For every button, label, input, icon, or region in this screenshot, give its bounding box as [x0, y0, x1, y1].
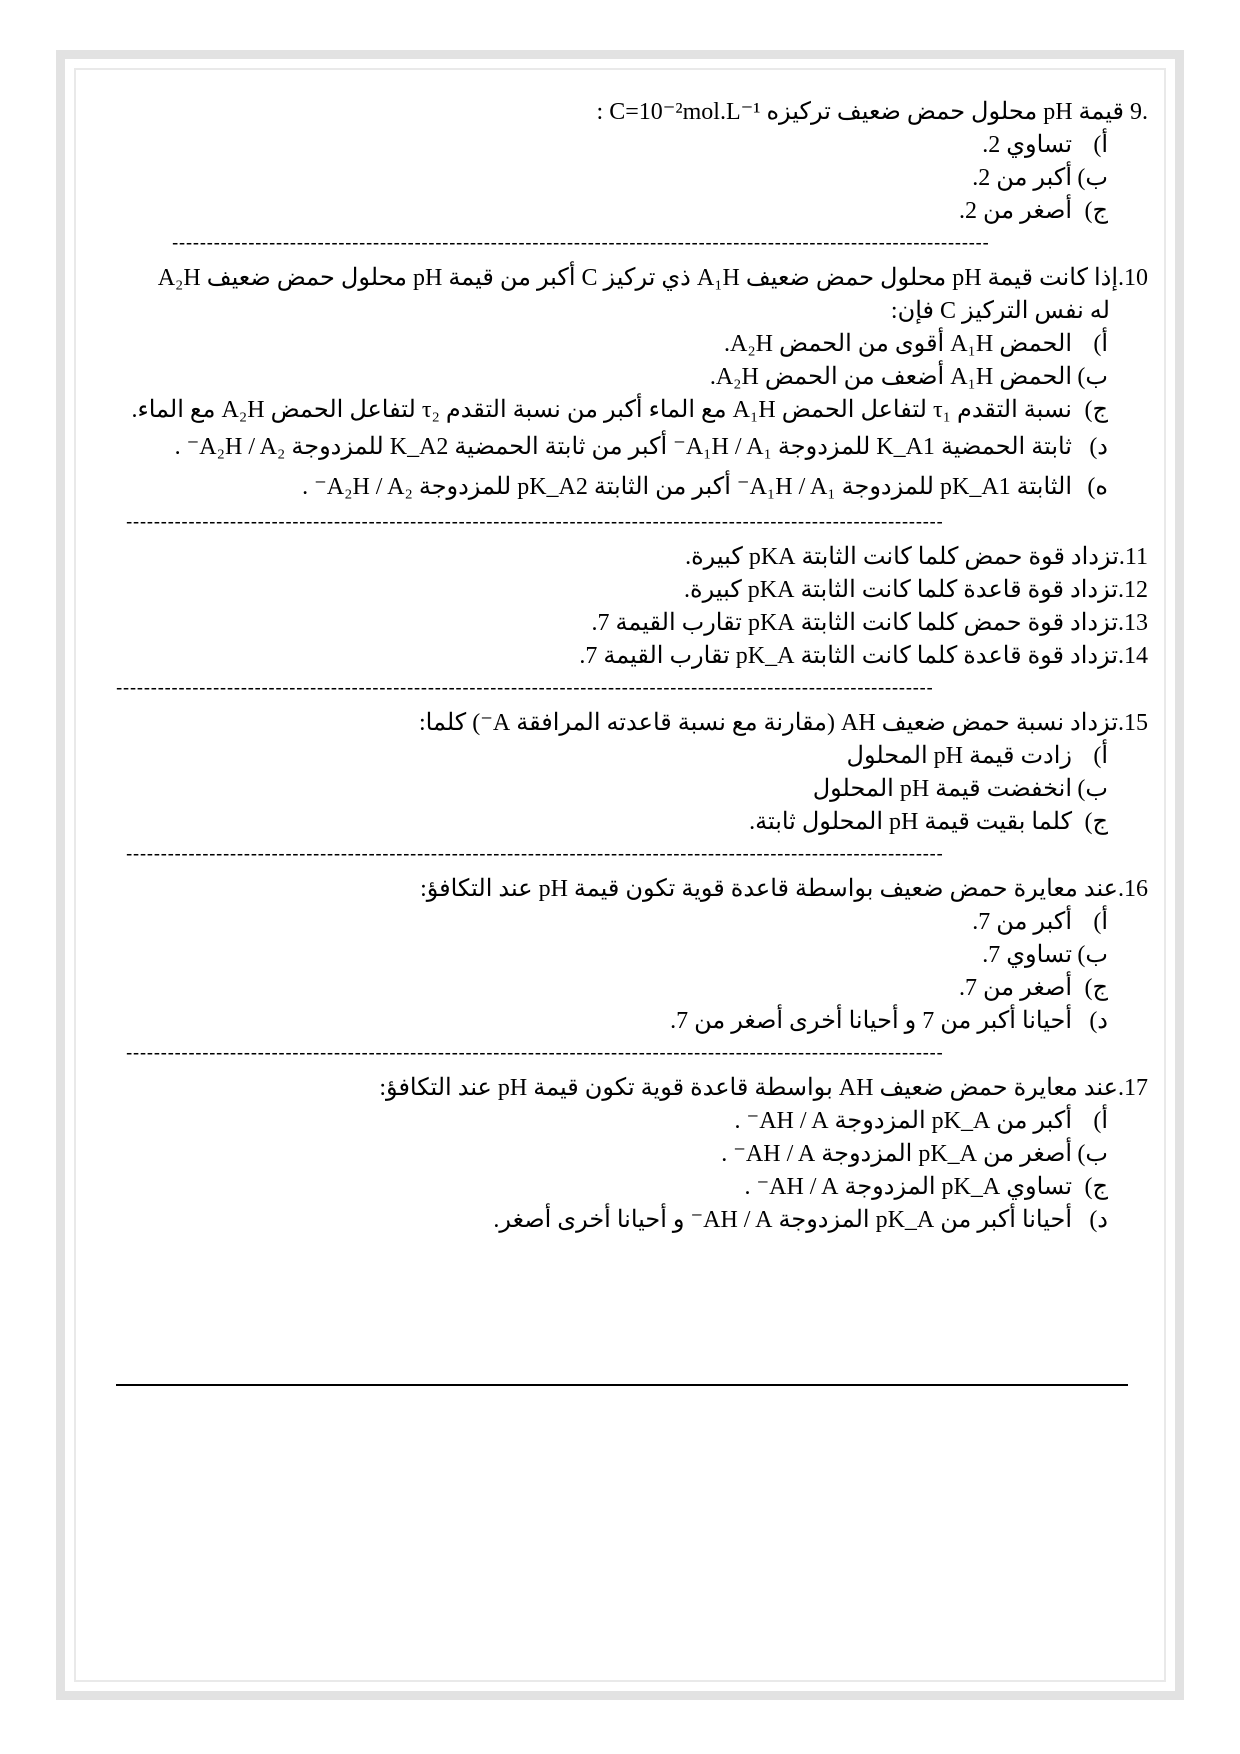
q17-option-a: [112, 1105, 1108, 1138]
separator-line: ----------------------------------------------------------------------------------------------------------------------: [116, 678, 934, 699]
option-text: أحيانا أكبر من pK_A المزدوجة AH / A⁻ و أحيانا أخرى أصغر.: [493, 1207, 1072, 1233]
option-text: الحمض A₁H أقوى من الحمض A₂H.: [723, 331, 1072, 357]
option-marker: أ): [1093, 1108, 1108, 1134]
question-17: [112, 1072, 1148, 1237]
q17-option-b: [112, 1138, 1108, 1171]
q17-option-d: [112, 1204, 1108, 1237]
q9-option-c: [112, 195, 1108, 228]
q16-option-b: [112, 939, 1108, 972]
q16-option-a: [112, 906, 1108, 939]
question-15: [112, 707, 1148, 839]
q10-option-b: [112, 361, 1108, 394]
option-marker: د): [1089, 434, 1108, 460]
option-text: نسبة التقدم τ₁ لتفاعل الحمض A₁H مع الماء أكبر من نسبة التقدم τ₂ لتفاعل الحمض A₂H مع الماء.: [131, 397, 1072, 423]
questions-11-14: [112, 541, 1148, 673]
option-text: الحمض A₁H أضعف من الحمض A₂H.: [709, 364, 1072, 390]
option-marker: ه): [1087, 474, 1108, 500]
option-text: أكبر من 7.: [972, 909, 1072, 935]
q10-option-d: [112, 427, 1148, 467]
question-15-stem: 15.تزداد نسبة حمض ضعيف AH (مقارنة مع نسبة قاعدته المرافقة A⁻) كلما:: [419, 710, 1148, 736]
option-text: ثابتة الحمضية K_A1 للمزدوجة A₁H / A₁⁻ أكبر من ثابتة الحمضية K_A2 للمزدوجة A₂H / A₂⁻ .: [174, 434, 1072, 460]
question-17-stem: 17.عند معايرة حمض ضعيف AH بواسطة قاعدة قوية تكون قيمة pH عند التكافؤ:: [379, 1075, 1148, 1101]
option-text: أصغر من pK_A المزدوجة AH / A⁻ .: [721, 1141, 1072, 1167]
question-9: [112, 96, 1148, 228]
option-marker: أ): [1093, 331, 1108, 357]
question-13: 13.تزداد قوة حمض كلما كانت الثابتة pKA تقارب القيمة 7.: [591, 610, 1148, 636]
question-10: [112, 262, 1148, 507]
option-marker: ج): [1084, 975, 1108, 1001]
bottom-rule: [116, 1384, 1128, 1386]
option-text: تساوي pK_A المزدوجة AH / A⁻ .: [744, 1174, 1072, 1200]
exercise-document: [112, 96, 1148, 1237]
option-text: الثابتة pK_A1 للمزدوجة A₁H / A₁⁻ أكبر من الثابتة pK_A2 للمزدوجة A₂H / A₂⁻ .: [302, 474, 1072, 500]
q9-option-a: [112, 129, 1108, 162]
separator-line: ----------------------------------------------------------------------------------------------------------------------: [172, 233, 990, 254]
question-12: 12.تزداد قوة قاعدة كلما كانت الثابتة pKA كبيرة.: [684, 577, 1148, 603]
question-10-stem-line1: 10.إذا كانت قيمة pH محلول حمض ضعيف A₁H ذي تركيز C أكبر من قيمة pH محلول حمض ضعيف A₂H: [157, 265, 1148, 291]
option-text: أصغر من 7.: [959, 975, 1072, 1001]
option-text: أكبر من 2.: [972, 165, 1072, 191]
option-marker: ج): [1084, 198, 1108, 224]
option-marker: ج): [1084, 1174, 1108, 1200]
option-marker: أ): [1093, 743, 1108, 769]
option-marker: أ): [1093, 132, 1108, 158]
q10-option-a: [112, 328, 1108, 361]
option-text: تساوي 2.: [982, 132, 1072, 158]
q16-option-d: [112, 1005, 1108, 1038]
option-marker: د): [1089, 1207, 1108, 1233]
separator-line: ----------------------------------------------------------------------------------------------------------------------: [126, 1043, 944, 1064]
separator-line: ----------------------------------------------------------------------------------------------------------------------: [126, 844, 944, 865]
option-marker: د): [1089, 1008, 1108, 1034]
question-11: 11.تزداد قوة حمض كلما كانت الثابتة pKA كبيرة.: [685, 544, 1148, 570]
q10-option-e: [112, 467, 1108, 507]
question-10-stem-line2: له نفس التركيز C فإن:: [890, 298, 1110, 324]
q15-option-c: [112, 806, 1108, 839]
option-text: أحيانا أكبر من 7 و أحيانا أخرى أصغر من 7.: [670, 1008, 1072, 1034]
option-text: أكبر من pK_A المزدوجة AH / A⁻ .: [734, 1108, 1072, 1134]
option-marker: ب): [1077, 1141, 1108, 1167]
question-9-stem: .9 قيمة pH محلول حمض ضعيف تركيزه C=10⁻²mol.L⁻¹ :: [596, 99, 1148, 125]
option-marker: ب): [1077, 364, 1108, 390]
option-marker: ب): [1077, 776, 1108, 802]
option-marker: ج): [1084, 809, 1108, 835]
q10-option-c: [112, 394, 1148, 427]
q17-option-c: [112, 1171, 1108, 1204]
option-marker: أ): [1093, 909, 1108, 935]
q15-option-a: [112, 740, 1108, 773]
option-text: أصغر من 2.: [959, 198, 1072, 224]
option-marker: ج): [1084, 397, 1108, 423]
option-text: كلما بقيت قيمة pH المحلول ثابتة.: [749, 809, 1072, 835]
option-text: انخفضت قيمة pH المحلول: [812, 776, 1072, 802]
question-14: 14.تزداد قوة قاعدة كلما كانت الثابتة pK_A تقارب القيمة 7.: [579, 643, 1148, 669]
option-text: زادت قيمة pH المحلول: [846, 743, 1072, 769]
q16-option-c: [112, 972, 1108, 1005]
option-marker: ب): [1077, 165, 1108, 191]
question-16-stem: 16.عند معايرة حمض ضعيف بواسطة قاعدة قوية تكون قيمة pH عند التكافؤ:: [420, 876, 1148, 902]
q9-option-b: [112, 162, 1108, 195]
option-text: تساوي 7.: [982, 942, 1072, 968]
separator-line: ----------------------------------------------------------------------------------------------------------------------: [126, 512, 944, 533]
q15-option-b: [112, 773, 1108, 806]
question-16: [112, 873, 1148, 1038]
option-marker: ب): [1077, 942, 1108, 968]
